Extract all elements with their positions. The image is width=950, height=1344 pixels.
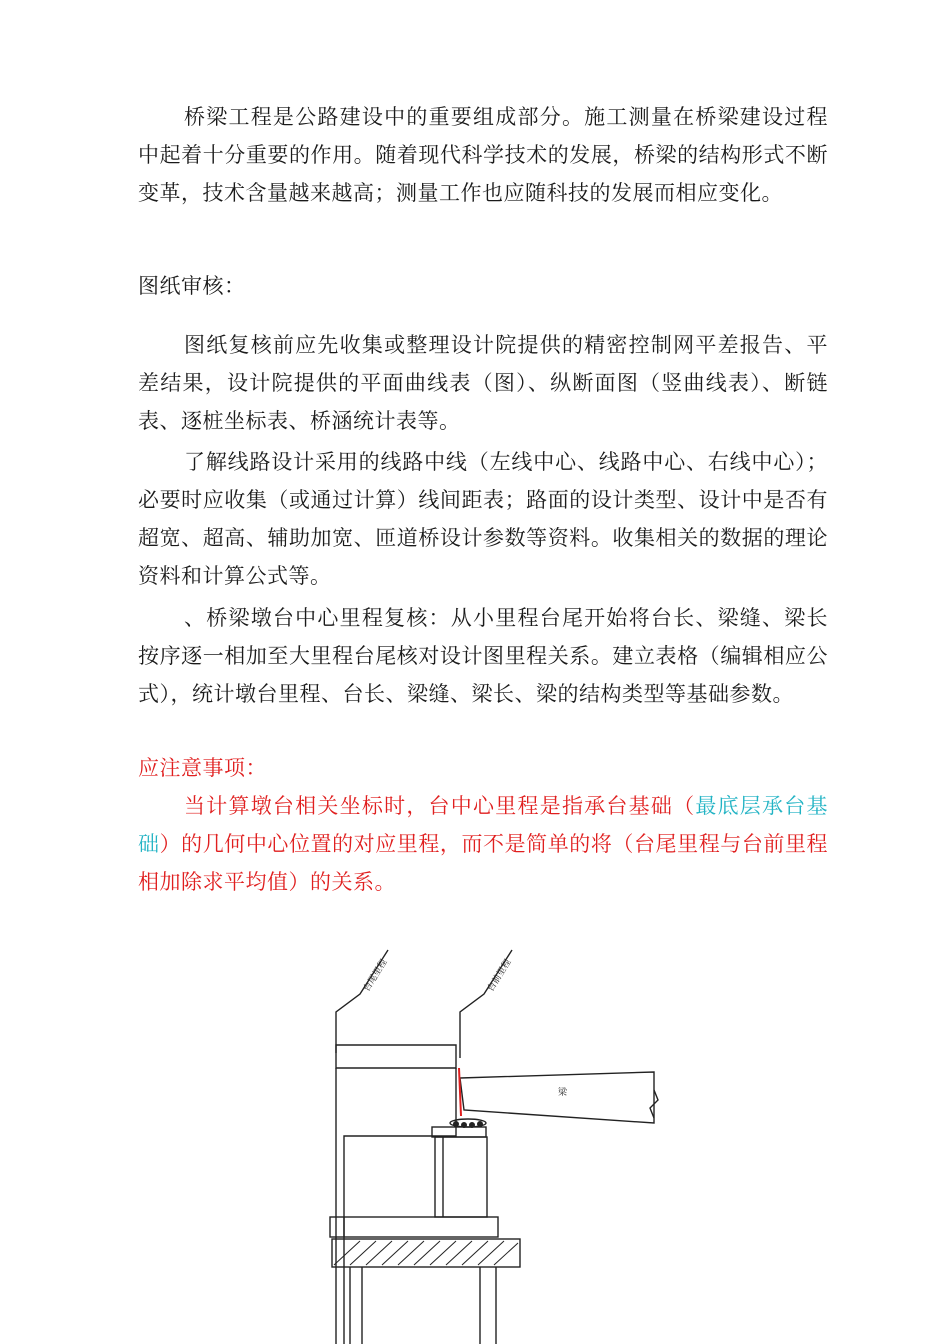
- abutment-backwall-cap: [336, 1045, 456, 1068]
- left-station-label: 台尾里程: [362, 957, 390, 994]
- joint-red-mark: [459, 1068, 461, 1116]
- notes-text-highlight: 最底层承台基础: [138, 794, 829, 856]
- right-station-label: 台前里程: [486, 957, 514, 994]
- review-paragraph-3: 、桥梁墩台中心里程复核：从小里程台尾开始将台长、梁缝、梁长按序逐一相加至大里程台尾核对设计图里程关系。建立表格（编辑相应公式），统计墩台里程、台长、梁缝、梁长、梁的结构类型等基础参数。: [138, 606, 828, 706]
- abutment-body-step: [344, 1068, 456, 1344]
- section-heading-notes: 应注意事项：: [138, 756, 267, 780]
- footing-hatch: [334, 1241, 518, 1265]
- bridge-beam: [460, 1072, 654, 1123]
- review-paragraph-1: 图纸复核前应先收集或整理设计院提供的精密控制网平差报告、平差结果，设计院提供的平面曲线表（图）、纵断面图（竖曲线表）、断链表、逐桩坐标表、桥涵统计表等。: [138, 333, 828, 433]
- beam-label: 梁: [558, 1088, 568, 1098]
- section-heading-drawing-review: 图纸审核：: [138, 274, 246, 298]
- notes-paragraph: [138, 787, 828, 901]
- pile-cap-footing: [332, 1239, 520, 1267]
- notes-text-1: 当计算墩台相关坐标时，台中心里程是指承台基础（: [184, 794, 696, 818]
- notes-text-2: ）的几何中心位置的对应里程，而不是简单的将（台尾里程与台前里程相加除求平均值）的关系。: [138, 832, 829, 894]
- abutment-section-drawing: [320, 930, 670, 1344]
- intro-paragraph: 桥梁工程是公路建设中的重要组成部分。施工测量在桥梁建设过程中起着十分重要的作用。随着现代科学技术的发展，桥梁的结构形式不断变革，技术含量越来越高；测量工作也应随科技的发展而相应变化。: [138, 105, 828, 205]
- review-paragraph-2: 了解线路设计采用的线路中线（左线中心、线路中心、右线中心）；必要时应收集（或通过计算）线间距表；路面的设计类型、设计中是否有超宽、超高、辅助加宽、匝道桥设计参数等资料。收集相关的数据的理论资料和计算公式等。: [138, 450, 828, 588]
- pier-cap-beam: [330, 1217, 498, 1237]
